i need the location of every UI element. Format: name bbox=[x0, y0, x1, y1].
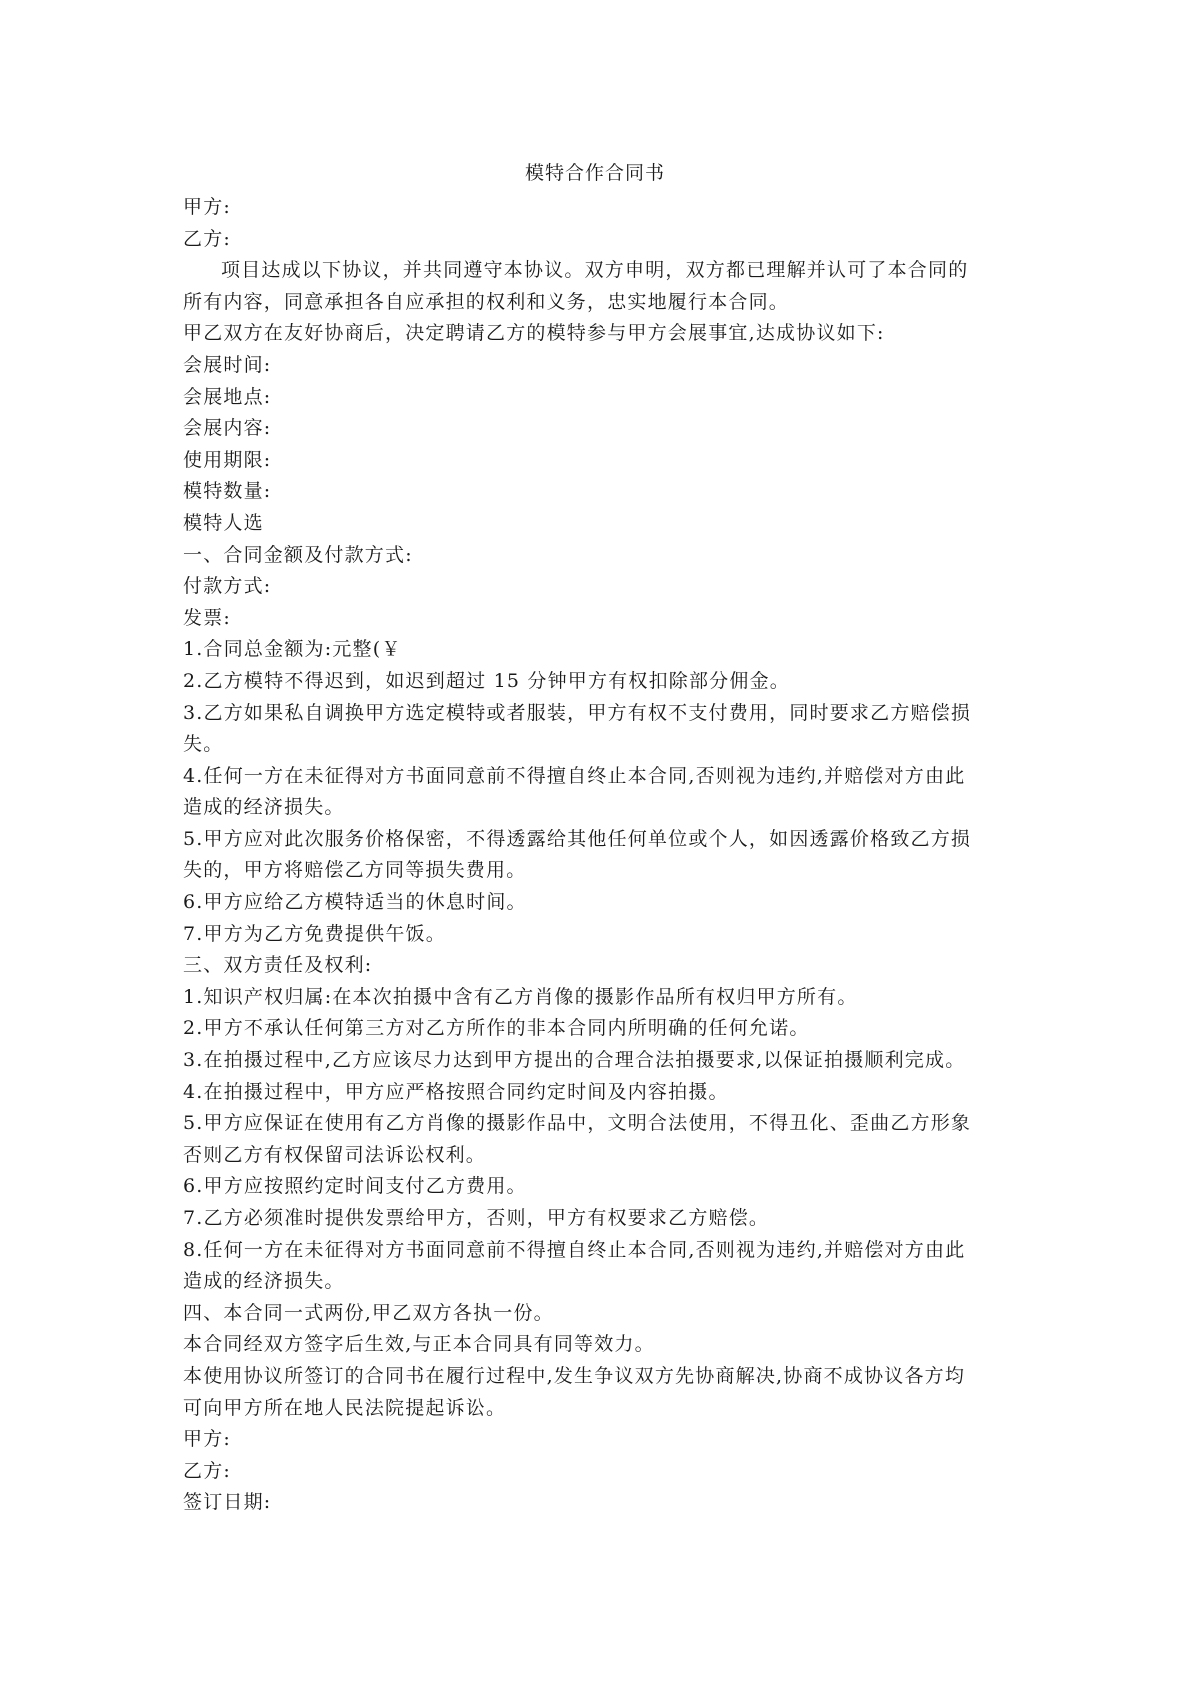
clause-line: 5.甲方应对此次服务价格保密，不得透露给其他任何单位或个人，如因透露价格致乙方损 bbox=[183, 827, 972, 850]
clause-line: 造成的经济损失。 bbox=[183, 1270, 345, 1293]
clause-line: 造成的经济损失。 bbox=[183, 796, 345, 819]
intro-paragraph-line: 所有内容，同意承担各自应承担的权利和义务，忠实地履行本合同。 bbox=[183, 290, 790, 313]
clause-line: 6.甲方应给乙方模特适当的休息时间。 bbox=[183, 891, 527, 914]
party-b-line: 乙方: bbox=[183, 227, 232, 250]
document-title: 模特合作合同书 bbox=[524, 162, 665, 184]
section-heading: 四、本合同一式两份,甲乙双方各执一份。 bbox=[183, 1301, 554, 1324]
section-heading: 一、合同金额及付款方式: bbox=[183, 543, 413, 566]
clause-line: 7.乙方必须准时提供发票给甲方，否则，甲方有权要求乙方赔偿。 bbox=[183, 1207, 770, 1229]
clause-line: 4.在拍摄过程中，甲方应严格按照合同约定时间及内容拍摄。 bbox=[183, 1080, 729, 1103]
exhibition-time-field: 会展时间: bbox=[183, 353, 272, 376]
clause-line: 7.甲方为乙方免费提供午饭。 bbox=[183, 922, 446, 945]
model-selection-field: 模特人选 bbox=[183, 511, 264, 534]
model-count-field: 模特数量: bbox=[183, 480, 272, 503]
document-body bbox=[183, 192, 1009, 1519]
clause-line: 否则乙方有权保留司法诉讼权利。 bbox=[183, 1143, 487, 1166]
exhibition-content-field: 会展内容: bbox=[183, 417, 272, 440]
clause-line: 1.知识产权归属:在本次拍摄中含有乙方肖像的摄影作品所有权归甲方所有。 bbox=[183, 985, 858, 1008]
clause-line: 失的，甲方将赔偿乙方同等损失费用。 bbox=[183, 859, 527, 882]
signature-party-a: 甲方: bbox=[183, 1428, 232, 1451]
invoice-field: 发票: bbox=[183, 606, 232, 629]
clause-line: 8.任何一方在未征得对方书面同意前不得擅自终止本合同,否则视为违约,并赔偿对方由此 bbox=[183, 1238, 966, 1261]
section-heading: 三、双方责任及权利: bbox=[183, 954, 373, 977]
dispute-statement-line: 本使用协议所签订的合同书在履行过程中,发生争议双方先协商解决,协商不成协议各方均 bbox=[183, 1364, 966, 1387]
payment-method-field: 付款方式: bbox=[183, 575, 272, 598]
clause-line: 2.甲方不承认任何第三方对乙方所作的非本合同内所明确的任何允诺。 bbox=[183, 1017, 810, 1040]
agreement-statement: 甲乙双方在友好协商后，决定聘请乙方的模特参与甲方会展事宜,达成协议如下: bbox=[183, 322, 885, 345]
usage-period-field: 使用期限: bbox=[183, 448, 272, 471]
exhibition-location-field: 会展地点: bbox=[183, 385, 272, 408]
signature-party-b: 乙方: bbox=[183, 1459, 232, 1482]
clause-line: 3.乙方如果私自调换甲方选定模特或者服装，甲方有权不支付费用，同时要求乙方赔偿损 bbox=[183, 701, 972, 724]
clause-line: 2.乙方模特不得迟到，如迟到超过 15 分钟甲方有权扣除部分佣金。 bbox=[183, 669, 790, 692]
clause-line: 3.在拍摄过程中,乙方应该尽力达到甲方提出的合理合法拍摄要求,以保证拍摄顺利完成。 bbox=[183, 1049, 966, 1072]
clause-line: 5.甲方应保证在使用有乙方肖像的摄影作品中，文明合法使用，不得丑化、歪曲乙方形象 bbox=[183, 1112, 972, 1135]
clause-line: 1.合同总金额为:元整(￥ bbox=[183, 638, 402, 661]
effectiveness-statement: 本合同经双方签字后生效,与正本合同具有同等效力。 bbox=[183, 1333, 655, 1356]
clause-line: 失。 bbox=[183, 733, 224, 756]
clause-line: 4.任何一方在未征得对方书面同意前不得擅自终止本合同,否则视为违约,并赔偿对方由此 bbox=[183, 764, 966, 787]
dispute-statement-line: 可向甲方所在地人民法院提起诉讼。 bbox=[183, 1396, 507, 1419]
clause-line: 6.甲方应按照约定时间支付乙方费用。 bbox=[183, 1175, 527, 1198]
intro-paragraph-line: 项目达成以下协议，并共同遵守本协议。双方申明，双方都已理解并认可了本合同的 bbox=[221, 259, 969, 282]
signing-date: 签订日期: bbox=[183, 1491, 272, 1514]
party-a-line: 甲方: bbox=[183, 196, 232, 218]
